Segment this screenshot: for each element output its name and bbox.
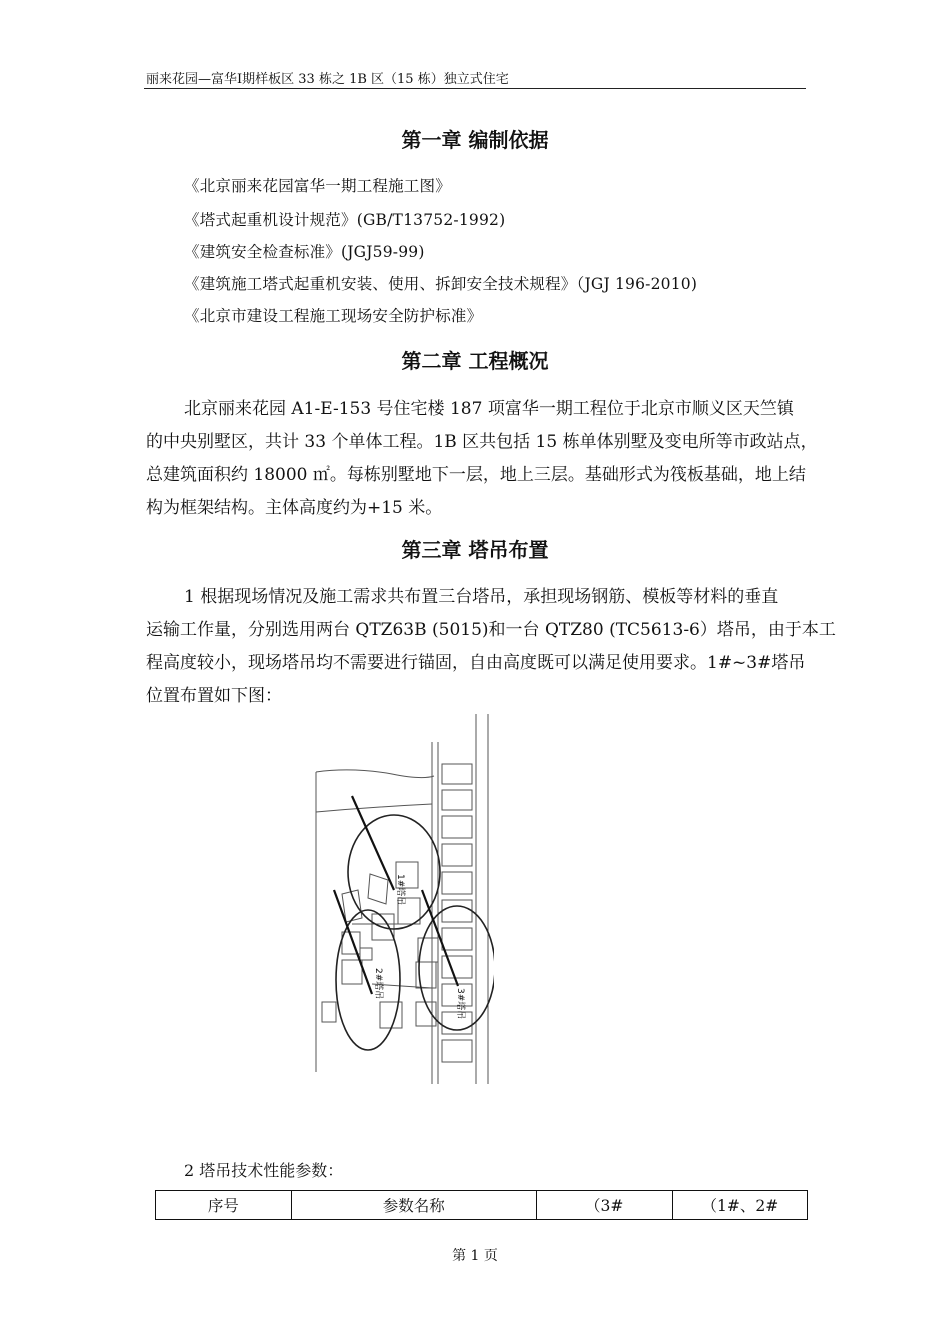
paragraph-line: 的中央别墅区，共计 33 个单体工程。1B 区共包括 15 栋单体别墅及变电所等市政站点，	[146, 432, 818, 452]
paragraph-line: 位置布置如下图：	[146, 686, 282, 706]
table-header-cell: （3#	[536, 1191, 672, 1220]
paragraph-line: 总建筑面积约 18000 ㎡。每栋别墅地下一层，地上三层。基础形式为筏板基础，地上结	[146, 465, 806, 485]
table-header-cell: （1#、2#	[672, 1191, 807, 1220]
reference-item: 《北京市建设工程施工现场安全防护标准》	[184, 307, 483, 325]
reference-item: 《北京丽来花园富华一期工程施工图》	[184, 177, 451, 195]
paragraph-line: 构为框架结构。主体高度约为+15 米。	[146, 498, 443, 518]
reference-item: 《塔式起重机设计规范》(GB/T13752-1992)	[184, 211, 506, 229]
header-rule	[144, 88, 806, 89]
chapter-1-title: 第一章 编制依据	[401, 128, 549, 152]
crane-parameters-table	[155, 1190, 808, 1220]
crane-1-label: 1#塔吊	[395, 874, 405, 906]
tower-crane-layout-drawing	[312, 712, 494, 1084]
paragraph-line: 1 根据现场情况及施工需求共布置三台塔吊，承担现场钢筋、模板等材料的垂直	[184, 587, 779, 607]
chapter-3-title: 第三章 塔吊布置	[401, 538, 549, 562]
table-header-cell: 参数名称	[291, 1191, 536, 1220]
table-header-cell: 序号	[156, 1191, 292, 1220]
paragraph-line: 程高度较小，现场塔吊均不需要进行锚固，自由高度既可以满足使用要求。1#~3#塔吊	[146, 653, 806, 673]
section-2-title: 2 塔吊技术性能参数：	[184, 1161, 344, 1180]
paragraph-line: 运输工作量，分别选用两台 QTZ63B (5015)和一台 QTZ80 (TC5613-6）塔吊，由于本工	[146, 620, 836, 640]
reference-item: 《建筑安全检查标准》(JGJ59-99)	[184, 243, 425, 261]
crane-3-label: 3#塔吊	[455, 988, 465, 1020]
reference-item: 《建筑施工塔式起重机安装、使用、拆卸安全技术规程》（JGJ 196-2010)	[184, 275, 698, 293]
table-header-row	[156, 1191, 808, 1220]
crane-2-label: 2#塔吊	[373, 968, 383, 1000]
paragraph-line: 北京丽来花园 A1-E-153 号住宅楼 187 项富华一期工程位于北京市顺义区天竺镇	[184, 399, 794, 419]
page-number: 第 1 页	[452, 1248, 498, 1264]
page-header: 丽来花园—富华Ⅰ期样板区 33 栋之 1B 区（15 栋）独立式住宅	[146, 72, 509, 87]
chapter-2-title: 第二章 工程概况	[401, 349, 549, 373]
